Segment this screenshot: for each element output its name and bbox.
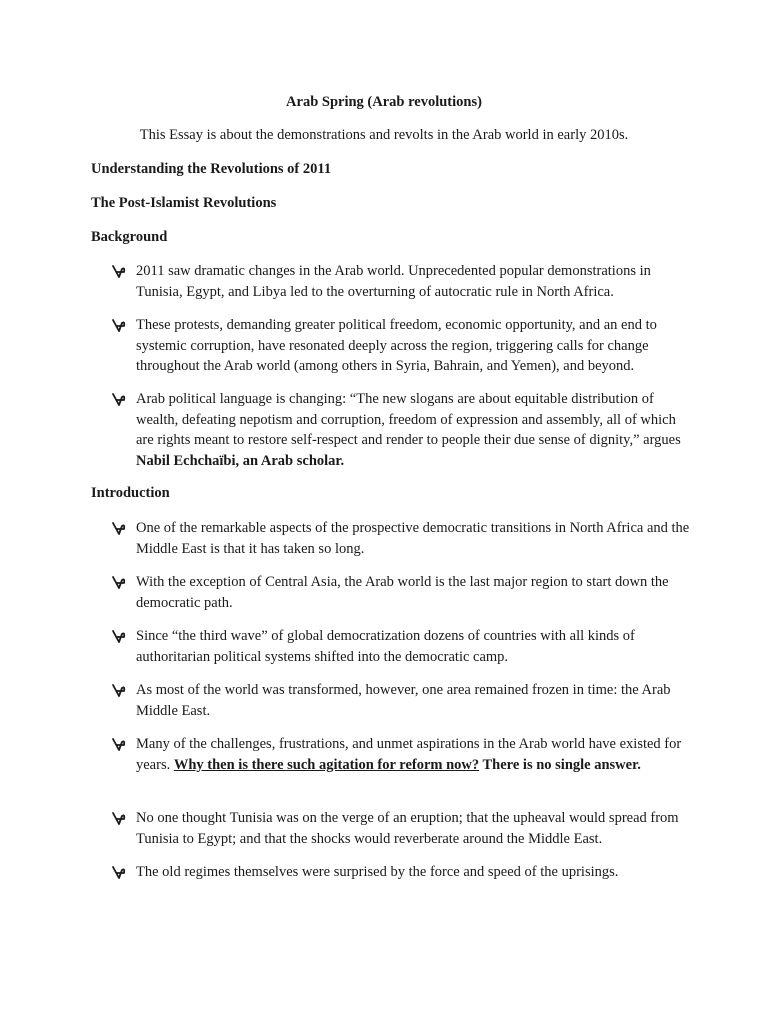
bullet-text: 2011 saw dramatic changes in the Arab world. Unprecedented popular demonstrations in Tunisia, Egypt, and Libya led to the overturning of autocratic rule in North Africa. [136, 263, 651, 300]
fancy-bullet-icon [110, 810, 128, 828]
bullet-text: As most of the world was transformed, however, one area remained frozen in time: the Arab Middle East. [136, 682, 671, 719]
heading-post-islamist: The Post-Islamist Revolutions [91, 195, 277, 211]
intro-bullet-1 [110, 518, 690, 559]
intro-bullet-3 [110, 626, 690, 667]
heading-background: Background [91, 229, 168, 245]
fancy-bullet-icon [110, 391, 128, 409]
intro-line: This Essay is about the demonstrations and revolts in the Arab world in early 2010s. [139, 127, 629, 143]
bullet-bold-text: There is no single answer. [479, 756, 641, 773]
fancy-bullet-icon [110, 736, 128, 754]
intro-bullet-6 [110, 808, 690, 849]
bullet-text: One of the remarkable aspects of the prospective democratic transitions in North Africa and the Middle East is that it has taken so long. [136, 520, 690, 557]
bullet-underlined-question: Why then is there such agitation for reform now? [173, 756, 480, 773]
document-title: Arab Spring (Arab revolutions) [286, 94, 482, 110]
intro-bullet-4 [110, 680, 690, 721]
bullet-text: Since “the third wave” of global democratization dozens of countries with all kinds of authoritarian political systems shifted into the democratic camp. [136, 628, 635, 665]
bullet-text: No one thought Tunisia was on the verge of an eruption; that the upheaval would spread from Tunisia to Egypt; and that the shocks would reverberate around the Middle East. [136, 810, 679, 847]
intro-bullet-7 [110, 862, 690, 883]
fancy-bullet-icon [110, 317, 128, 335]
bullet-text: Arab political language is changing: “The new slogans are about equitable distribution of wealth, defeating nepotism and corruption, freedom of expression and assembly, all of which are rights meant to restore self-respect and render to people their due sense of dignity,” argues [136, 391, 681, 448]
background-bullet-1 [110, 261, 690, 302]
bullet-text: The old regimes themselves were surprised by the force and speed of the uprisings. [136, 864, 619, 880]
bullet-bold-text: Nabil Echchaïbi, an Arab scholar. [136, 452, 345, 469]
background-bullet-3 [110, 389, 690, 471]
fancy-bullet-icon [110, 682, 128, 700]
intro-bullet-2 [110, 572, 690, 613]
heading-understanding: Understanding the Revolutions of 2011 [91, 161, 332, 177]
background-bullet-2 [110, 315, 690, 377]
intro-bullet-5 [110, 734, 690, 775]
fancy-bullet-icon [110, 574, 128, 592]
fancy-bullet-icon [110, 263, 128, 281]
fancy-bullet-icon [110, 628, 128, 646]
fancy-bullet-icon [110, 864, 128, 882]
heading-introduction: Introduction [91, 485, 170, 501]
bullet-text: These protests, demanding greater political freedom, economic opportunity, and an end to systemic corruption, have resonated deeply across the region, triggering calls for change throughout the Arab world (among others in Syria, Bahrain, and Yemen), and beyond. [136, 317, 657, 374]
fancy-bullet-icon [110, 520, 128, 538]
bullet-text: Many of the challenges, frustrations, and unmet aspirations in the Arab world have existed for years. [136, 736, 682, 773]
bullet-text: With the exception of Central Asia, the Arab world is the last major region to start down the democratic path. [136, 574, 669, 611]
